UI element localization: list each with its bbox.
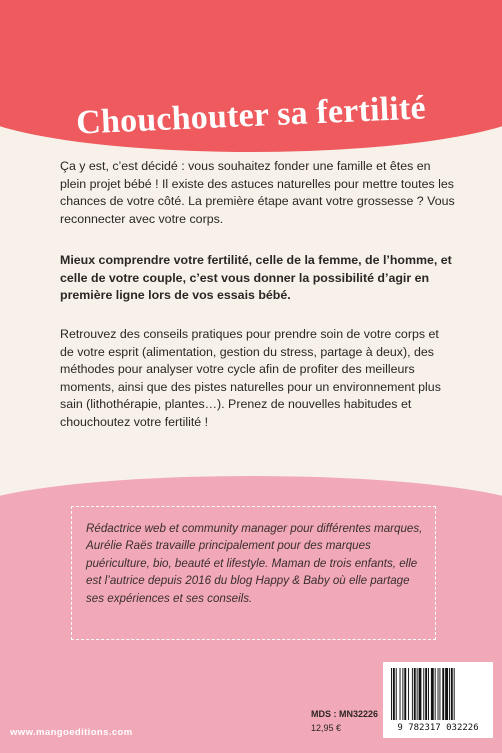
publisher-website: www.mangoeditions.com xyxy=(10,727,133,738)
barcode-icon xyxy=(389,668,487,720)
blurb-paragraph-1: Ça y est, c’est décidé : vous souhaitez fonder une famille et êtes en plein projet bébé ! Il existe des astuces naturelles pour mettre toutes les chances de votre côté. La première étape avant votre grossesse ? Vous reconnecter avec votre corps. xyxy=(60,159,455,226)
author-bio: Rédactrice web et community manager pour différentes marques, Aurélie Raës travaille principalement pour des marques puériculture, bio, beauté et lifestyle. Maman de trois enfants, elle est l’autrice depuis 2016 du blog Happy & Baby où elle partage ses expériences et ses conseils. xyxy=(86,522,423,605)
blurb-paragraph-2: Mieux comprendre votre fertilité, celle de la femme, de l’homme, et celle de votre couple, c’est vous donner la possibilité d’agir en première ligne lors de vos essais bébé. xyxy=(60,253,452,303)
book-title: Chouchouter sa fertilité xyxy=(75,89,427,142)
price: 12,95 € xyxy=(311,723,342,733)
isbn-number: 9 782317 032226 xyxy=(397,723,479,733)
blurb-paragraph-3: Retrouvez des conseils pratiques pour prendre soin de votre corps et de votre esprit (alimentation, gestion du stress, partage à deux), des méthodes pour analyser votre cycle afin de profiter des meilleurs moments, ainsi que des pistes naturelles pour un environnement plus sain (lithothérapie, plantes…). Prenez de nouvelles habitudes et chouchoutez votre fertilité ! xyxy=(60,327,441,429)
product-code: MDS : MN32226 xyxy=(311,709,379,719)
barcode-box xyxy=(383,662,493,738)
